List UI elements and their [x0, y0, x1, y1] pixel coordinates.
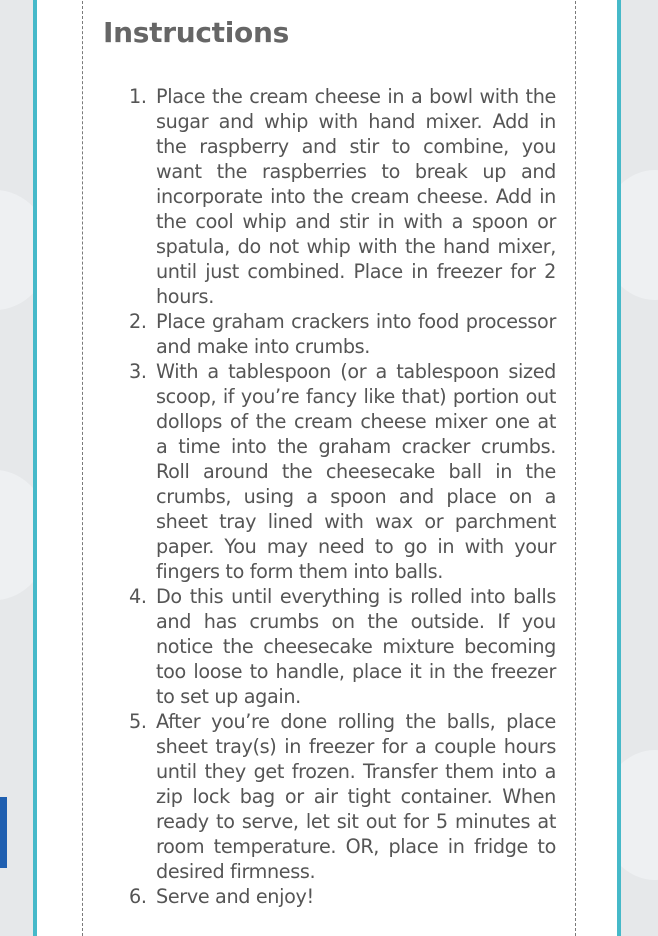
side-tab[interactable] — [0, 797, 7, 868]
instruction-step — [119, 884, 556, 909]
instructions-heading: Instructions — [103, 16, 289, 49]
step-number: 6. — [129, 885, 147, 908]
instructions-list — [119, 84, 556, 909]
step-number: 3. — [129, 360, 147, 383]
step-text: Do this until everything is rolled into balls and has crumbs on the outside. If you notice the cheesecake mixture becoming too loose to handle, place it in the freezer to set up again. — [156, 585, 556, 708]
instruction-step — [119, 709, 556, 884]
step-number: 2. — [129, 310, 147, 333]
instruction-step — [119, 84, 556, 309]
step-number: 1. — [129, 85, 147, 108]
step-text: After you’re done rolling the balls, place sheet tray(s) in freezer for a couple hours until they get frozen. Transfer them into a zip lock bag or air tight container. When ready to serve, let sit out for 5 minutes at room temperature. OR, place in fridge to desired firmness. — [156, 710, 556, 883]
step-text: With a tablespoon (or a tablespoon sized scoop, if you’re fancy like that) portion out dollops of the cream cheese mixer one at a time into the graham cracker crumbs. Roll around the cheesecake ball in the crumbs, using a spoon and place on a sheet tray lined with wax or parchment paper. You may need to go in with your fingers to form them into balls. — [156, 360, 556, 583]
instruction-step — [119, 359, 556, 584]
step-number: 5. — [129, 710, 147, 733]
step-number: 4. — [129, 585, 147, 608]
step-text: Serve and enjoy! — [156, 885, 314, 908]
recipe-card — [33, 0, 621, 936]
instruction-step — [119, 309, 556, 359]
step-text: Place the cream cheese in a bowl with the sugar and whip with hand mixer. Add in the raspberry and stir to combine, you want the raspberries to break up and incorporate into the cream cheese. Add in the cool whip and stir in with a spoon or spatula, do not whip with the hand mixer, until just combined. Place in freezer for 2 hours. — [156, 85, 556, 308]
recipe-instructions-box — [82, 0, 576, 936]
instruction-step — [119, 584, 556, 709]
step-text: Place graham crackers into food processor and make into crumbs. — [156, 310, 556, 358]
